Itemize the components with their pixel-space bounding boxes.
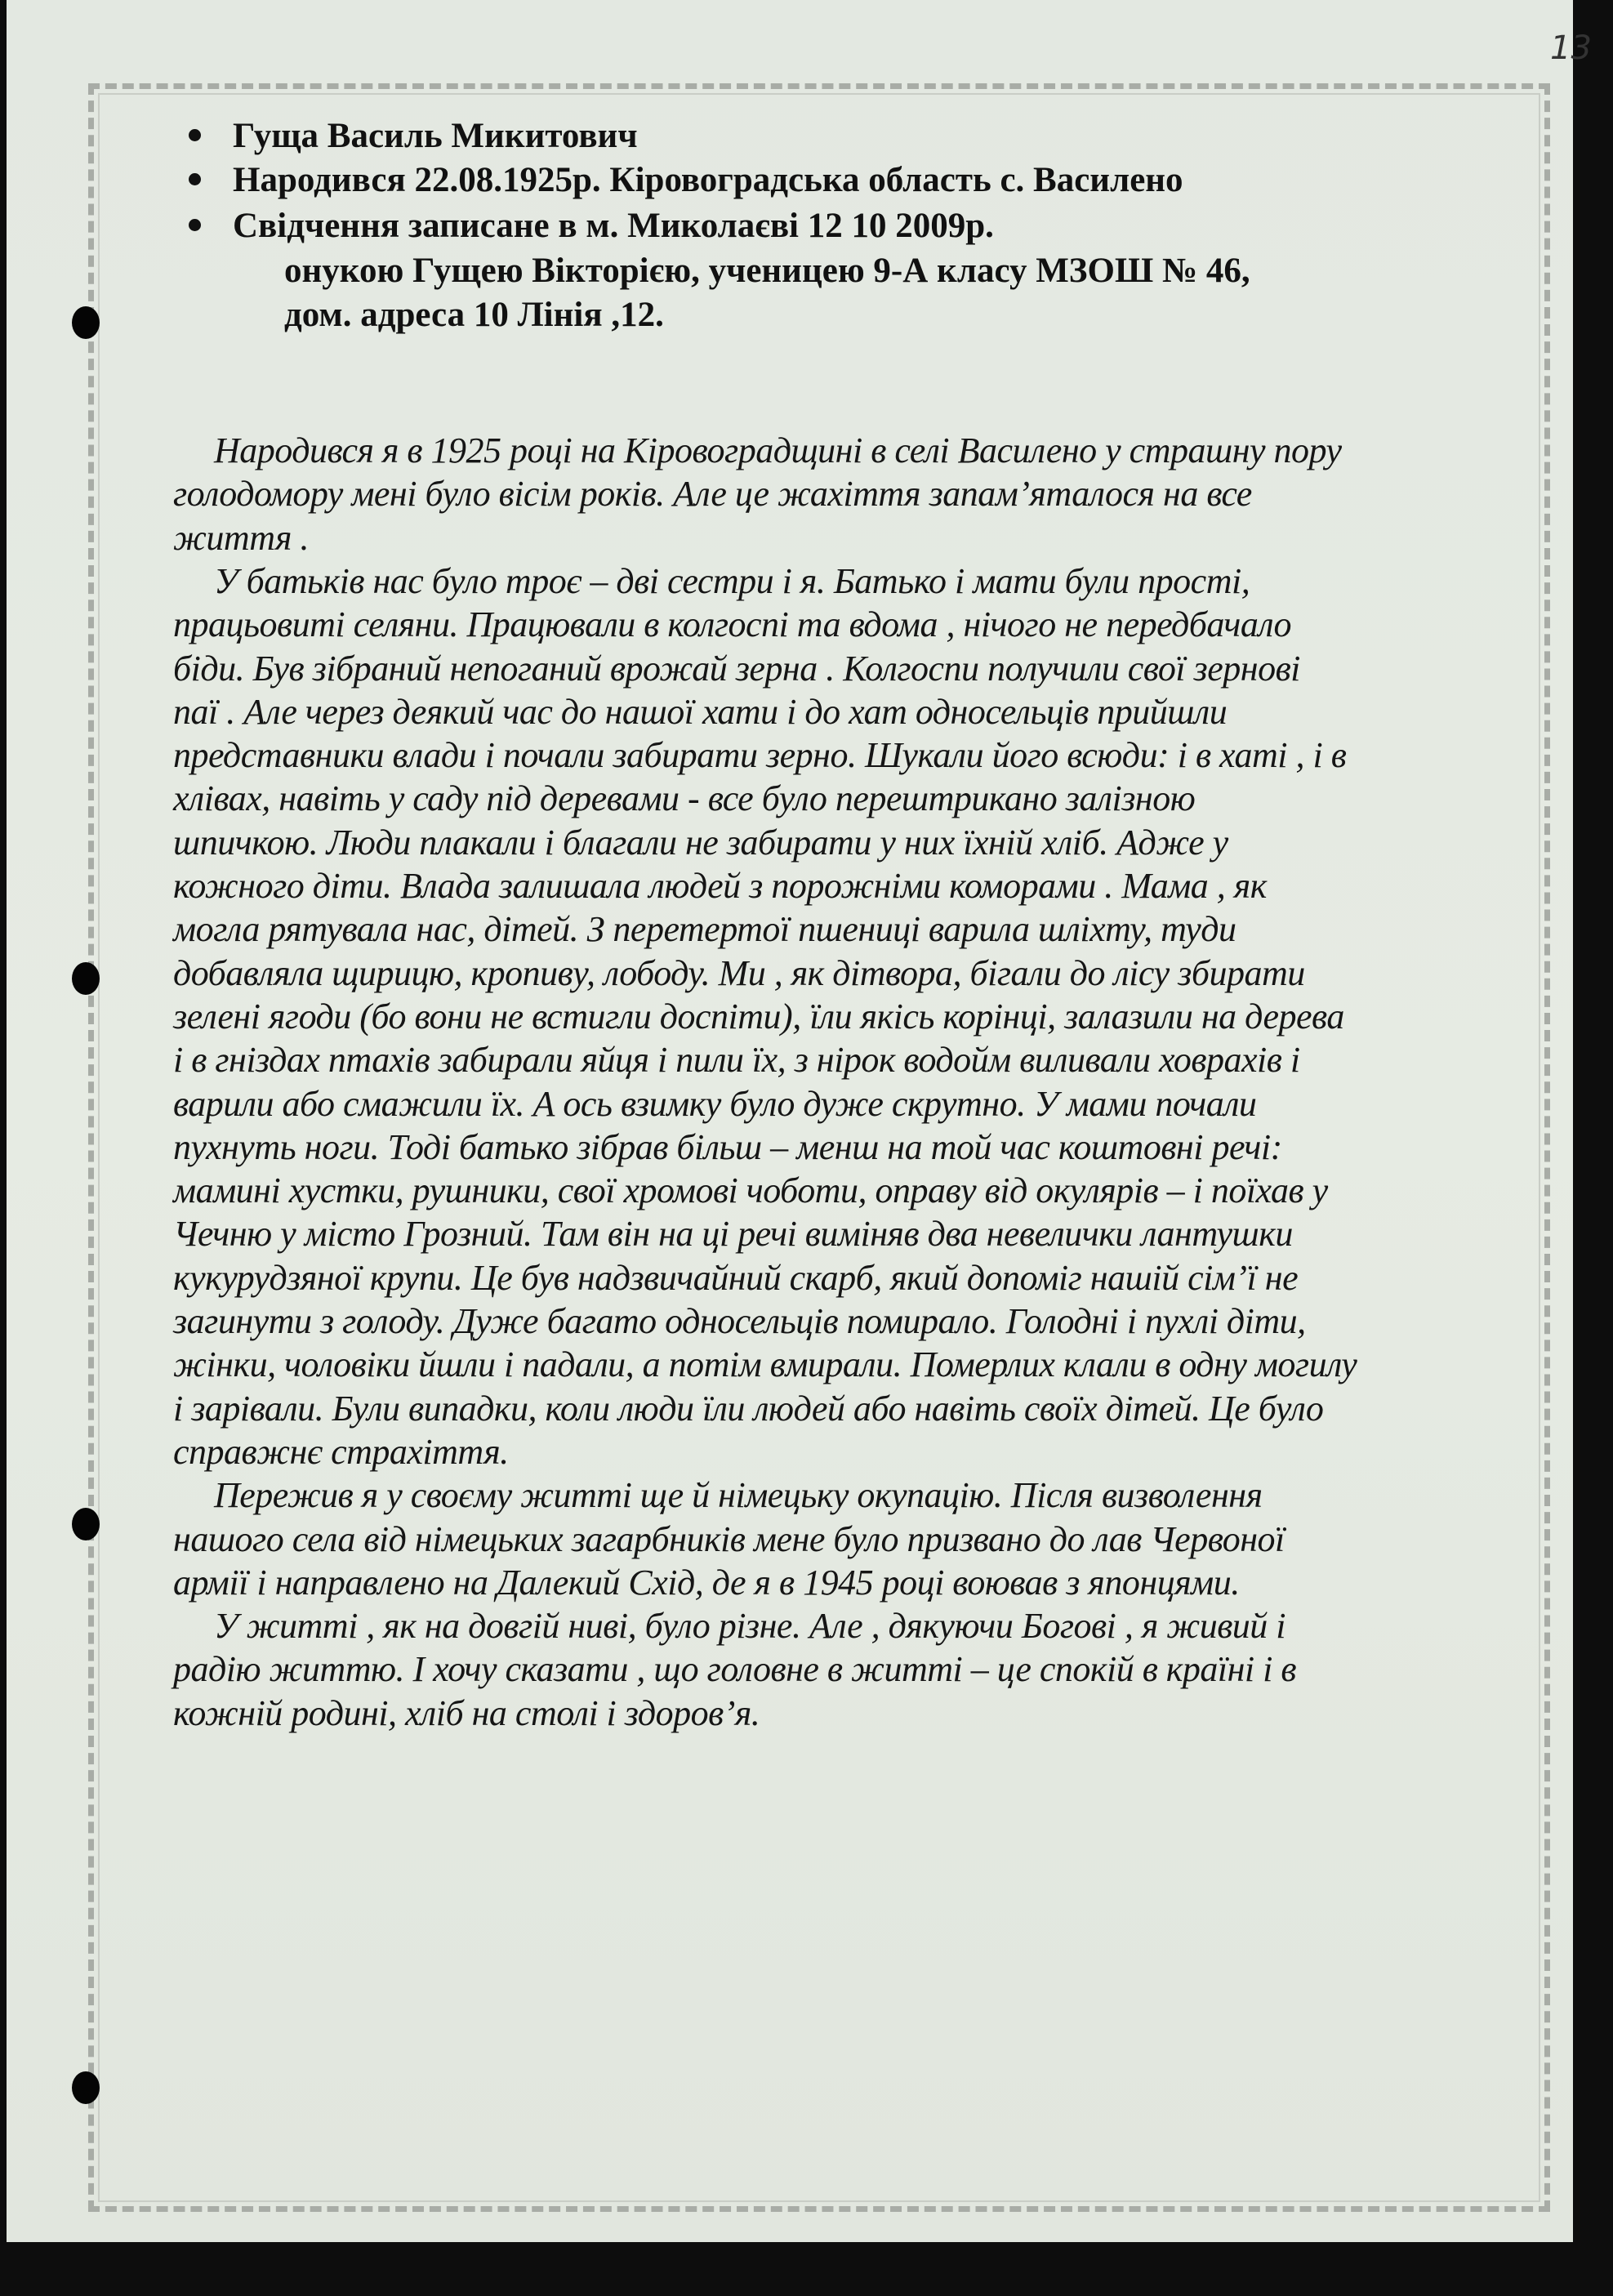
punch-hole-icon bbox=[72, 2071, 100, 2104]
testimony-line: представники влади і почали забирати зерно. Шукали його всюди: і в хаті , і в bbox=[173, 735, 1347, 776]
testimony-line: працьовиті селяни. Працювали в колгоспі та вдома , нічого не передбачало bbox=[173, 604, 1292, 645]
birth-info: Народився 22.08.1925р. Кіровоградська область с. Василено bbox=[233, 158, 1183, 203]
handwritten-page-number: 13 bbox=[1550, 29, 1592, 67]
testimony-line: добавляла щирицю, кропиву, лободу. Ми , як дітвора, бігали до лісу збирати bbox=[173, 952, 1305, 993]
punch-hole-icon bbox=[72, 962, 100, 995]
testimony-line: нашого села від німецьких загарбників мене було призвано до лав Червоної bbox=[173, 1518, 1285, 1559]
testimony-line: і в гніздах птахів забирали яйця і пили їх, з нірок водойм виливали ховрахів і bbox=[173, 1040, 1300, 1081]
punch-hole-icon bbox=[72, 306, 100, 339]
testimony-line: загинути з голоду. Дуже багато односельців помирало. Голодні і пухлі діти, bbox=[173, 1301, 1306, 1341]
testimony-line: У батьків нас було троє – дві сестри і я. Батько і мати були прості, bbox=[214, 560, 1250, 601]
testimony-line: шпичкою. Люди плакали і благали не забирати у них їхній хліб. Адже у bbox=[173, 822, 1228, 863]
recorder-info: онукою Гущею Вікторією, ученицею 9-А класу МЗОШ № 46, bbox=[284, 252, 1250, 290]
testimony-line: паї . Але через деякий час до нашої хати і до хат односельців прийшли bbox=[173, 691, 1228, 732]
testimony-line: зелені ягоди (бо вони не встигли доспіти), їли якісь корінці, залазили на дерева bbox=[173, 996, 1344, 1037]
punch-hole-icon bbox=[72, 1508, 100, 1540]
testimony-line: справжнє страхіття. bbox=[173, 1431, 509, 1472]
witness-name: Гуща Василь Микитович bbox=[233, 114, 638, 158]
testimony-line: голодомору мені було вісім років. Але це жахіття запам’яталося на все bbox=[173, 474, 1252, 515]
testimony-line: мамині хустки, рушники, свої хромові чоботи, оправу від окулярів – і поїхав у bbox=[173, 1170, 1328, 1211]
testimony-line: хлівах, навіть у саду під деревами - все було перештрикано залізною bbox=[173, 778, 1196, 819]
testimony-line: У житті , як на довгій ниві, було різне. Але , дякуючи Богові , я живий і bbox=[214, 1606, 1286, 1647]
testimony-line: радію життю. І хочу сказати , що головне в житті – це спокій в країні і в bbox=[173, 1649, 1296, 1690]
testimony-line: і зарівали. Були випадки, коли люди їли людей або навіть своїх дітей. Це було bbox=[173, 1388, 1324, 1429]
testimony-line: варили або смажили їх. А ось взимку було дуже скрутно. У мами почали bbox=[173, 1083, 1257, 1124]
testimony-line: пухнуть ноги. Тоді батько зібрав більш – менш на той час коштовні речі: bbox=[173, 1126, 1282, 1167]
testimony-line: кожного діти. Влада залишала людей з порожніми коморами . Мама , як bbox=[173, 866, 1267, 906]
testimony-line: жінки, чоловіки йшли і падали, а потім вмирали. Померлих клали в одну могилу bbox=[173, 1344, 1357, 1385]
testimony-line: могла рятувала нас, дітей. З перетертої пшениці варила шліхту, туди bbox=[173, 909, 1236, 950]
recording-info: Свідчення записане в м. Миколаєві 12 10 2009р. bbox=[233, 204, 994, 248]
testimony-line: Чечню у місто Грозний. Там він на ці речі виміняв два невелички лантушки bbox=[173, 1214, 1293, 1255]
testimony-line: біди. Був зібраний непоганий врожай зерна . Колгоспи получили свої зернові bbox=[173, 648, 1300, 689]
testimony-line: Пережив я у своєму житті ще й німецьку окупацію. Після визволення bbox=[214, 1475, 1263, 1516]
testimony-line: кукурудзяної крупи. Це був надзвичайний скарб, який допоміг нашій сім’ї не bbox=[173, 1257, 1299, 1298]
testimony-line: кожній родині, хліб на столі і здоров’я. bbox=[173, 1692, 760, 1733]
address-info: дом. адреса 10 Лінія ,12. bbox=[284, 296, 664, 334]
testimony-line: армії і направлено на Далекий Схід, де я в 1945 році воював з японцями. bbox=[173, 1562, 1240, 1603]
testimony-line: життя . bbox=[173, 517, 309, 558]
testimony-line: Народився я в 1925 році на Кіровоградщині в селі Василено у страшну пору bbox=[214, 430, 1342, 470]
